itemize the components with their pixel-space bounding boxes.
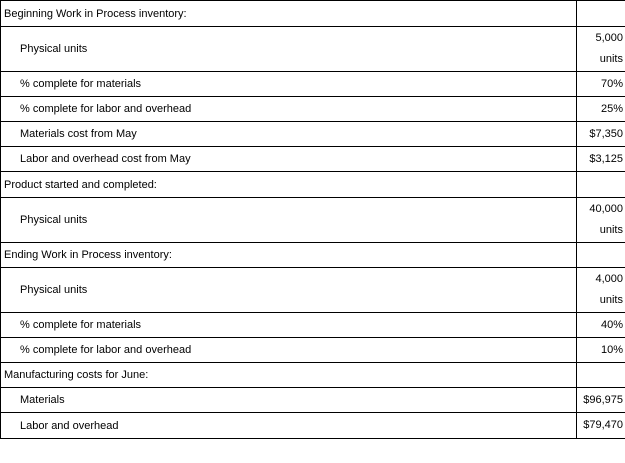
table-body <box>1 1 625 439</box>
table-row <box>1 147 625 172</box>
row-label: % complete for labor and overhead <box>1 338 577 363</box>
row-value <box>577 172 625 198</box>
row-value-amount: 5,000 <box>595 32 623 44</box>
row-label: % complete for labor and overhead <box>1 97 577 122</box>
row-value-amount: $7,350 <box>589 127 623 140</box>
row-value <box>577 413 625 439</box>
row-value <box>577 147 625 172</box>
table-row <box>1 172 625 198</box>
table-row <box>1 122 625 147</box>
row-label: Labor and overhead cost from May <box>1 147 577 172</box>
table-row <box>1 243 625 268</box>
row-value <box>577 243 625 268</box>
row-value-unit: units <box>599 53 623 65</box>
row-value-amount: $79,470 <box>583 419 623 431</box>
table-row <box>1 198 625 243</box>
row-label: Physical units <box>1 268 577 313</box>
table-row <box>1 413 625 439</box>
row-label: Manufacturing costs for June: <box>1 363 577 388</box>
row-label: Materials <box>1 388 577 413</box>
table-row <box>1 363 625 388</box>
table-row <box>1 97 625 122</box>
row-label: Materials cost from May <box>1 122 577 147</box>
row-value <box>577 268 625 313</box>
row-value <box>577 97 625 122</box>
row-value-amount: 4,000 <box>595 273 623 285</box>
row-value-amount: 70% <box>600 77 623 90</box>
row-value <box>577 313 625 338</box>
table-row <box>1 388 625 413</box>
row-value-amount: 40% <box>600 318 623 331</box>
row-value <box>577 1 625 27</box>
row-label: Labor and overhead <box>1 413 577 439</box>
row-value-amount: 10% <box>600 343 623 356</box>
row-value-amount: 40,000 <box>589 203 623 215</box>
row-value-amount: $96,975 <box>583 393 623 406</box>
row-value <box>577 198 625 243</box>
table-row <box>1 268 625 313</box>
row-label: Product started and completed: <box>1 172 577 198</box>
table-row <box>1 313 625 338</box>
row-label: Beginning Work in Process inventory: <box>1 1 577 27</box>
row-value <box>577 363 625 388</box>
row-value <box>577 72 625 97</box>
row-label: % complete for materials <box>1 313 577 338</box>
row-label: % complete for materials <box>1 72 577 97</box>
row-value <box>577 338 625 363</box>
row-value-amount: 25% <box>600 102 623 115</box>
row-value <box>577 388 625 413</box>
table-row <box>1 1 625 27</box>
row-value <box>577 122 625 147</box>
row-label: Physical units <box>1 27 577 72</box>
row-value-unit: units <box>599 224 623 236</box>
table-row <box>1 72 625 97</box>
row-value-amount: $3,125 <box>589 152 623 165</box>
row-value-unit: units <box>599 294 623 306</box>
table-row <box>1 338 625 363</box>
row-label: Ending Work in Process inventory: <box>1 243 577 268</box>
row-label: Physical units <box>1 198 577 243</box>
table-row <box>1 27 625 72</box>
row-value <box>577 27 625 72</box>
